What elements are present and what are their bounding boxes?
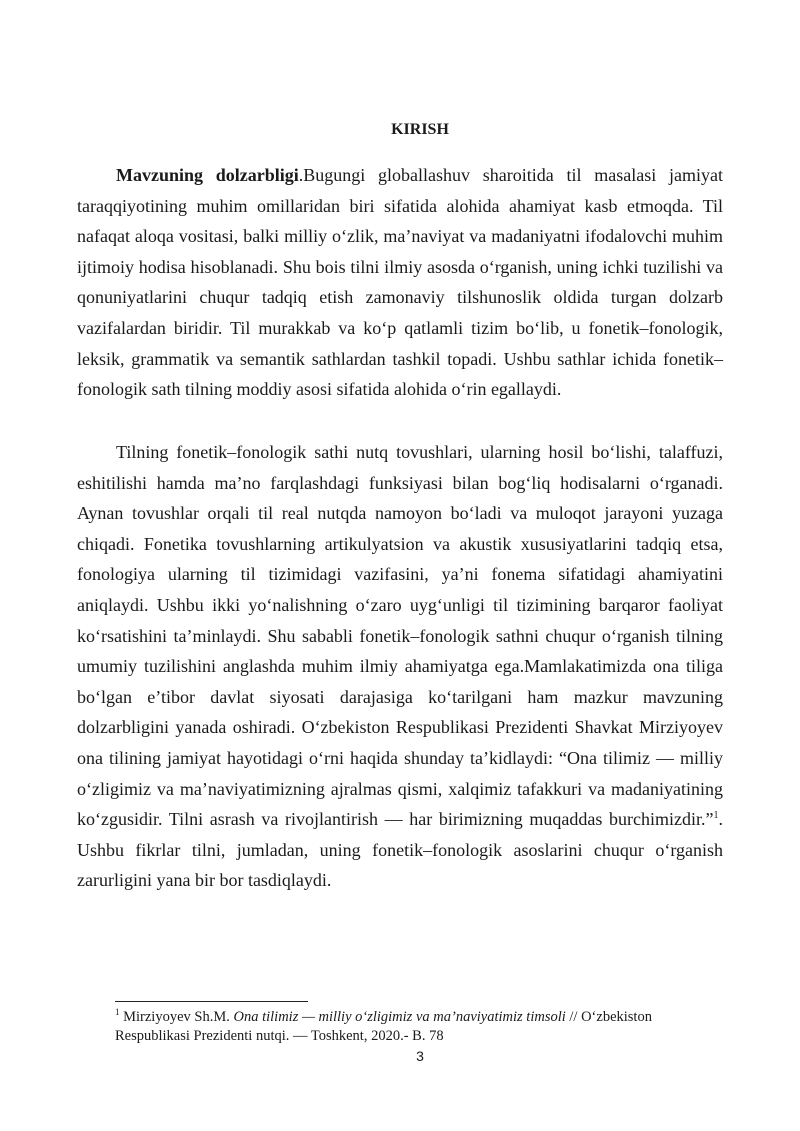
footnote-reference[interactable]: 1: [713, 810, 719, 822]
page-number: 3: [416, 1048, 424, 1064]
page-title: KIRISH: [391, 121, 449, 138]
footnote-source-details: // O‘zbekiston Respublikasi Prezidenti nutqi. — Toshkent, 2020.- B. 78: [115, 1009, 652, 1044]
paragraph-relevance: [77, 160, 723, 405]
footnote-separator: [115, 1001, 308, 1002]
paragraph-2-text: Tilning fonetik–fonologik sathi nutq tovushlari, ularning hosil bo‘lishi, talaffuzi, eshitilishi hamda ma’no farqlashdagi funksiyasi bilan bog‘liq hodisalarni o‘rganadi. Aynan tovushlar orqali til real nutqda namoyon bo‘ladi va muloqot jarayoni yuzaga chiqadi. Fonetika tovushlarning artikulyatsion va akustik xususiyatlarini tadqiq etsa, fonologiya ularning til tizimidagi vazifasini, ya’ni fonema sifatidagi ahamiyatini aniqlaydi. Ushbu ikki yo‘nalishning o‘zaro uyg‘unligi til tizimining barqaror faoliyat ko‘rsatishini ta’minlaydi. Shu sababli fonetik–fonologik sathni chuqur o‘rganish tilning umumiy tuzilishini anglashda muhim ilmiy ahamiyatga ega.Mamlakatimizda ona tiliga bo‘lgan e’tibor davlat siyosati darajasiga ko‘tarilgani ham mazkur mavzuning dolzarbligini yanada oshiradi. O‘zbekiston Respublikasi Prezidenti Shavkat Mirziyoyev ona tilining jamiyat hayotidagi o‘rni haqida shunday ta’kidlaydi: “Ona tilimiz — milliy o‘zligimiz va ma’naviyatimizning ajralmas qismi, xalqimiz tafakkuri va madaniyatining ko‘zgusidir. Tilni asrash va rivojlantirish — har birimizning muqaddas burchimizdir.”: [77, 442, 723, 830]
footnote-author: Mirziyoyev Sh.M.: [119, 1009, 234, 1025]
paragraph-1-text: .Bugungi globallashuv sharoitida til masalasi jamiyat taraqqiyotining muhim omillaridan biri sifatida alohida ahamiyat kasb etmoqda. Til nafaqat aloqa vositasi, balki milliy o‘zlik, ma’naviyat va madaniyatni ifodalovchi muhim ijtimoiy hodisa hisoblanadi. Shu bois tilni ilmiy asosda o‘rganish, uning ichki tuzilishi va qonuniyatlarini chuqur tadqiq etish zamonaviy tilshunoslik oldida turgan dolzarb vazifalardan biridir. Til murakkab va ko‘p qatlamli tizim bo‘lib, u fonetik–fonologik, leksik, grammatik va semantik sathlardan tashkil topadi. Ushbu sathlar ichida fonetik–fonologik sath tilning moddiy asosi sifatida alohida o‘rin egallaydi.: [77, 165, 723, 400]
footnote: [115, 1008, 725, 1046]
footnote-source-title: Ona tilimiz — milliy o‘zligimiz va ma’naviyatimiz timsoli: [233, 1009, 566, 1025]
relevance-heading: Mavzuning dolzarbligi: [116, 165, 299, 185]
paragraph-2-text-end: . Ushbu fikrlar tilni, jumladan, uning fonetik–fonologik asoslarini chuqur o‘rganish zarurligini yana bir bor tasdiqlaydi.: [77, 809, 723, 891]
paragraph-phonetics: [77, 437, 723, 896]
footnote-marker: 1: [115, 1007, 120, 1018]
